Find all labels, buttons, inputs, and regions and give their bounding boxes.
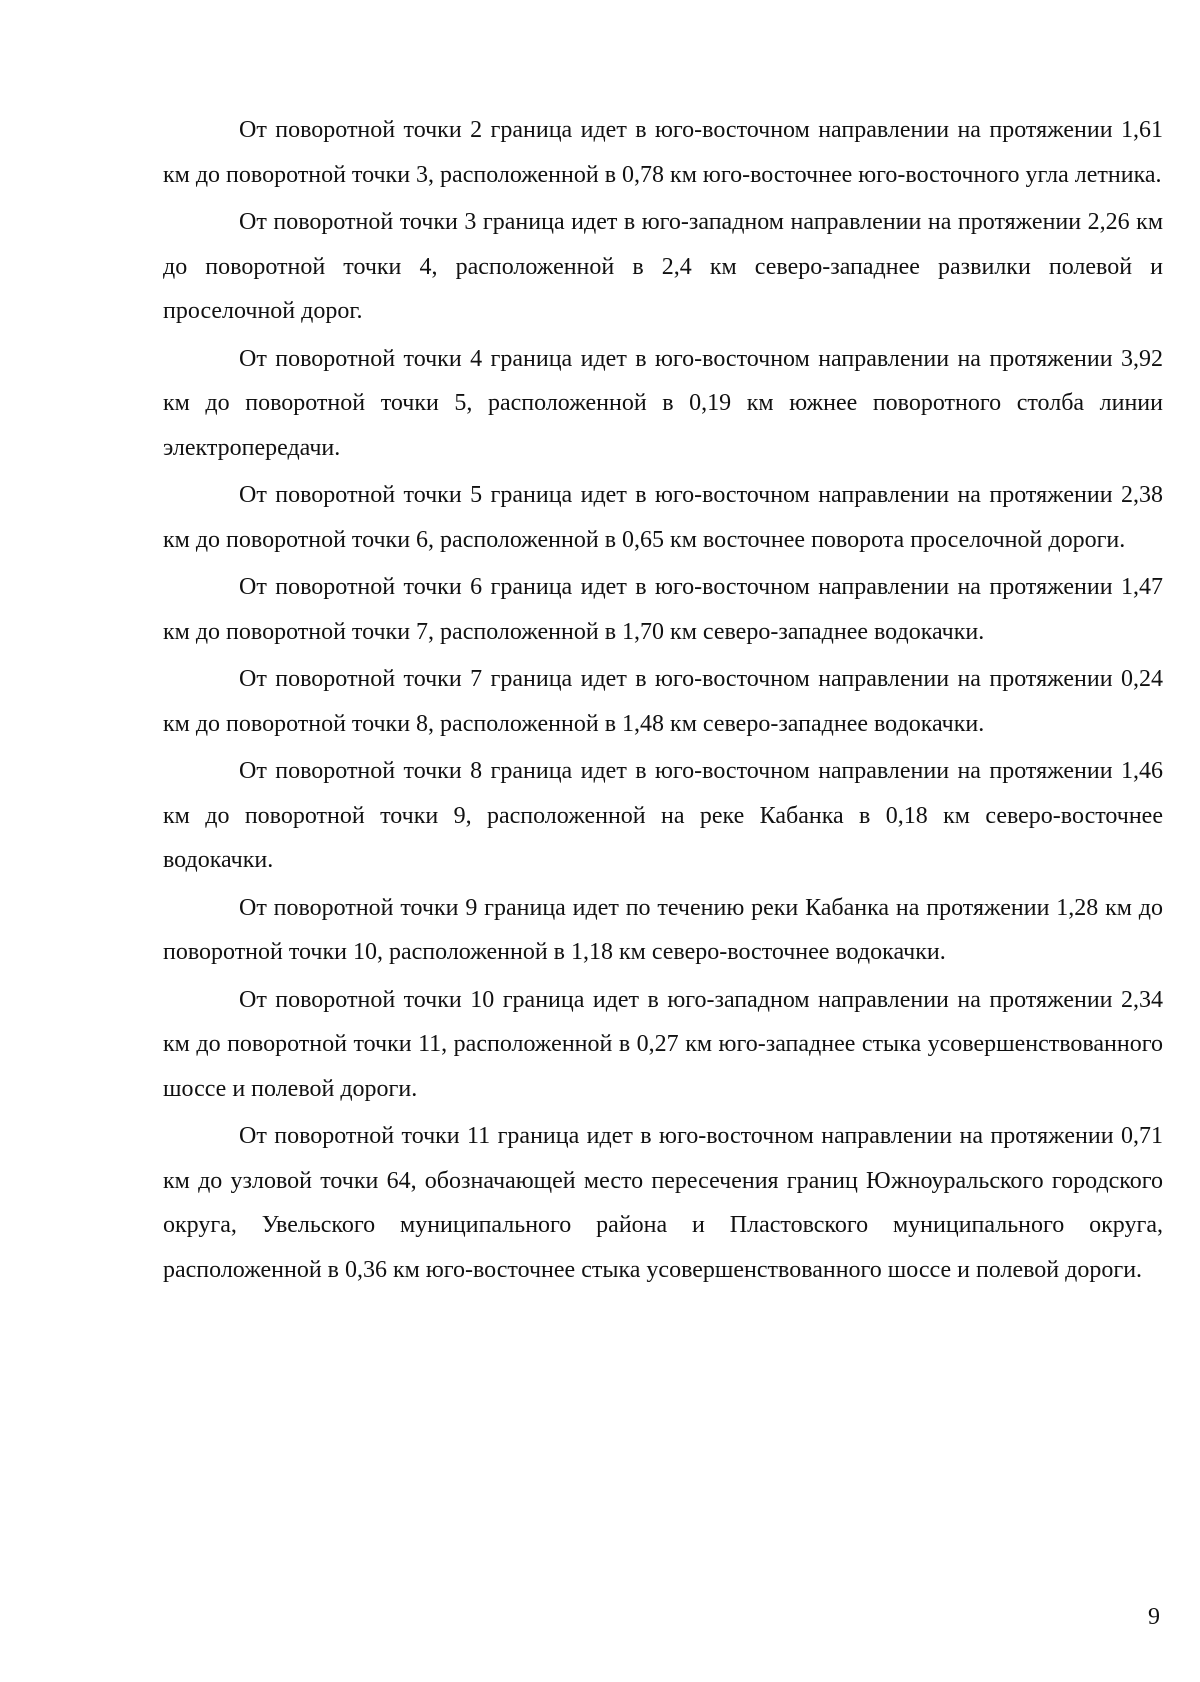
paragraph-point-4: От поворотной точки 4 граница идет в юго-восточном направлении на протяжении 3,92 км до поворотной точки 5, расположенной в 0,19 км южнее поворотного столба линии электропередачи. — [163, 345, 1163, 461]
paragraph-point-10: От поворотной точки 10 граница идет в юго-западном направлении на протяжении 2,34 км до поворотной точки 11, расположенной в 0,27 км юго-западнее стыка усовершенствованного шоссе и полевой дороги. — [163, 986, 1163, 1102]
paragraph-point-8: От поворотной точки 8 граница идет в юго-восточном направлении на протяжении 1,46 км до поворотной точки 9, расположенной на реке Кабанка в 0,18 км северо-восточнее водокачки. — [163, 758, 1163, 873]
paragraph-point-5: От поворотной точки 5 граница идет в юго-восточном направлении на протяжении 2,38 км до поворотной точки 6, расположенной в 0,65 км восточнее поворота проселочной дороги. — [163, 482, 1163, 553]
paragraph-point-7: От поворотной точки 7 граница идет в юго-восточном направлении на протяжении 0,24 км до поворотной точки 8, расположенной в 1,48 км северо-западнее водокачки. — [163, 666, 1163, 737]
paragraph-point-3: От поворотной точки 3 граница идет в юго-западном направлении на протяжении 2,26 км до поворотной точки 4, расположенной в 2,4 км северо-западнее развилки полевой и проселочной дорог. — [163, 209, 1163, 324]
paragraph-point-2: От поворотной точки 2 граница идет в юго-восточном направлении на протяжении 1,61 км до поворотной точки 3, расположенной в 0,78 км юго-восточнее юго-восточного угла летника. — [163, 117, 1163, 188]
document-body — [163, 108, 1163, 1295]
paragraph-point-11: От поворотной точки 11 граница идет в юго-восточном направлении на протяжении 0,71 км до узловой точки 64, обозначающей место пересечения границ Южноуральского городского округа, Увельского муниципального района и Пластовского муниципального округа, расположенной в 0,36 км юго-восточнее стыка усовершенствованного шоссе и полевой дороги. — [163, 1123, 1163, 1283]
paragraph-point-6: От поворотной точки 6 граница идет в юго-восточном направлении на протяжении 1,47 км до поворотной точки 7, расположенной в 1,70 км северо-западнее водокачки. — [163, 574, 1163, 645]
paragraph-point-9: От поворотной точки 9 граница идет по течению реки Кабанка на протяжении 1,28 км до поворотной точки 10, расположенной в 1,18 км северо-восточнее водокачки. — [163, 894, 1163, 965]
page-number: 9 — [1148, 1604, 1160, 1630]
